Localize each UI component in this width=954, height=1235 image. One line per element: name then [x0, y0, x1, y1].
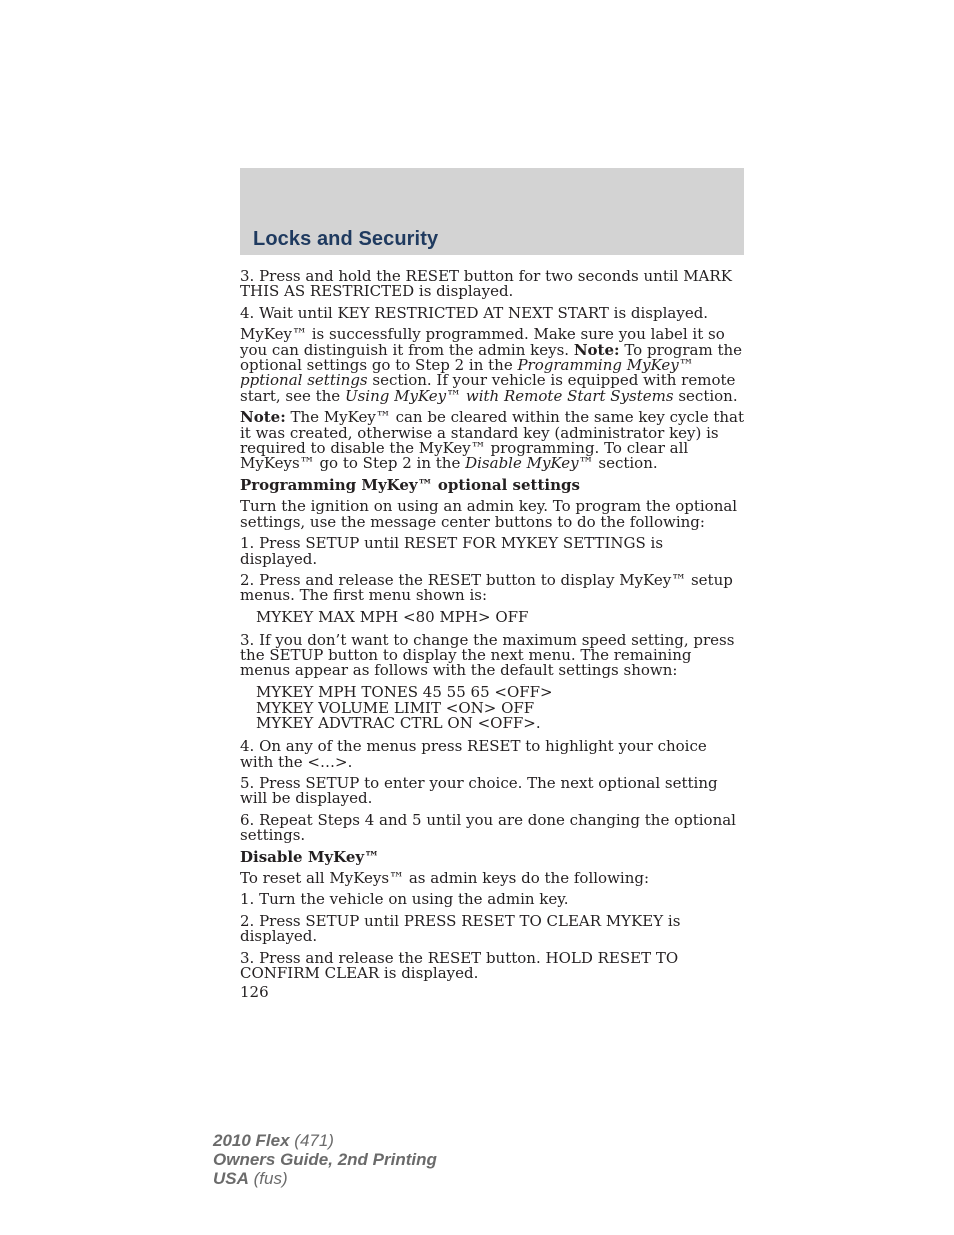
page-content	[240, 269, 744, 1001]
section-reference: Disable MyKey™	[465, 454, 594, 473]
programming-step-3: 3. If you don’t want to change the maximum speed setting, press the SETUP button to display the next menu. The remaining menus appear as follows with the default settings shown:	[240, 630, 735, 680]
menu-line: MYKEY ADVTRAC CTRL ON <OFF>.	[256, 714, 541, 733]
disable-step-3: 3. Press and release the RESET button. HOLD RESET TO CONFIRM CLEAR is displayed.	[240, 948, 679, 982]
footer-line-market	[213, 1169, 437, 1188]
menu-display-first	[256, 607, 744, 626]
footer-line-guide: Owners Guide, 2nd Printing	[213, 1150, 437, 1169]
footer-market-code: (fus)	[248, 1169, 288, 1188]
step-3-mark-restricted: 3. Press and hold the RESET button for two seconds until MARK THIS AS RESTRICTED is displayed.	[240, 267, 732, 301]
page-number: 126	[240, 983, 269, 1002]
text: MyKey™ is successfully programmed. Make sure you label it so you can distinguish it from the admin keys.	[240, 325, 725, 359]
disable-step-2: 2. Press SETUP until PRESS RESET TO CLEAR MYKEY is displayed.	[240, 911, 681, 946]
menu-line: MYKEY VOLUME LIMIT <ON> OFF	[256, 698, 535, 717]
programming-step-4: 4. On any of the menus press RESET to highlight your choice with the <…>.	[240, 737, 707, 771]
disable-intro: To reset all MyKeys™ as admin keys do the following:	[240, 868, 650, 887]
programming-step-2: 2. Press and release the RESET button to display MyKey™ setup menus. The first menu shown is:	[240, 570, 733, 605]
programming-step-6: 6. Repeat Steps 4 and 5 until you are done changing the optional settings.	[240, 810, 736, 845]
programming-step-5: 5. Press SETUP to enter your choice. The next optional setting will be displayed.	[240, 773, 718, 808]
text: To program the optional settings go to Step 2 in the	[240, 340, 743, 375]
paragraph-note-clear	[240, 410, 744, 472]
programming-intro: Turn the ignition on using an admin key. To program the optional settings, use the message center buttons to do the following:	[240, 497, 738, 531]
footer-model: 2010 Flex	[213, 1131, 290, 1150]
section-reference: Programming MyKey™ pptional settings	[240, 356, 694, 390]
text: section.	[593, 454, 658, 473]
step-4-key-restricted: 4. Wait until KEY RESTRICTED AT NEXT START is displayed.	[240, 303, 709, 322]
text: The MyKey™ can be cleared within the same key cycle that it was created, otherwise a standard key (administrator key) is required to disable the MyKey™ programming. To clear all MyKeys™ go to Step 2 in the	[240, 408, 745, 473]
menu-display-list	[256, 682, 744, 733]
paragraph-mykey-programmed	[240, 327, 744, 404]
text: section. If your vehicle is equipped with remote start, see the	[240, 371, 736, 405]
heading-disable-mykey: Disable MyKey™	[240, 847, 380, 866]
text: section.	[673, 386, 738, 405]
heading-programming-optional-settings: Programming MyKey™ optional settings	[240, 475, 580, 494]
section-title: Locks and Security	[253, 228, 439, 250]
programming-step-1: 1. Press SETUP until RESET FOR MYKEY SETTINGS is displayed.	[240, 534, 664, 568]
note-label: Note:	[573, 340, 620, 359]
disable-step-1: 1. Turn the vehicle on using the admin key.	[240, 890, 569, 909]
menu-line: MYKEY MPH TONES 45 55 65 <OFF>	[256, 682, 553, 701]
footer-code: (471)	[289, 1131, 334, 1150]
footer-market: USA	[213, 1169, 249, 1188]
footer-line-model	[213, 1131, 437, 1150]
section-reference: Using MyKey™ with Remote Start Systems	[344, 386, 674, 405]
section-header-band	[240, 168, 744, 255]
menu-line: MYKEY MAX MPH <80 MPH> OFF	[256, 607, 529, 626]
note-label: Note:	[240, 408, 286, 427]
document-footer	[213, 1131, 437, 1188]
